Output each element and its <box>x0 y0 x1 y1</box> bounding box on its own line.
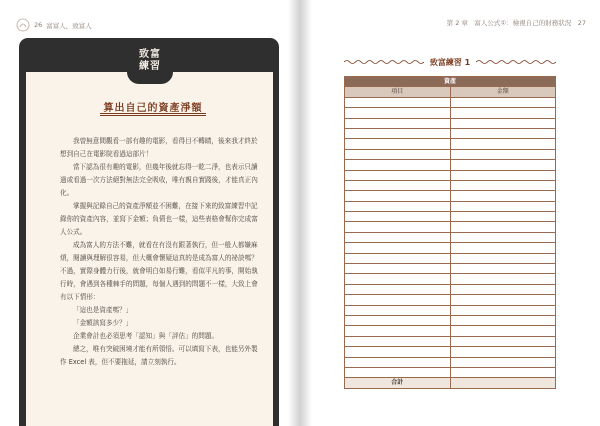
item-cell <box>345 367 451 377</box>
exercise-title: 致富練習 1 <box>429 57 471 67</box>
item-cell <box>345 108 451 118</box>
amount-cell <box>450 97 556 107</box>
table-row <box>345 118 556 128</box>
table-row <box>345 347 556 357</box>
item-cell <box>345 170 451 180</box>
amount-cell <box>450 201 556 211</box>
amount-cell <box>450 336 556 346</box>
total-label: 合計 <box>345 378 451 388</box>
amount-cell <box>450 295 556 305</box>
amount-cell <box>450 305 556 315</box>
table-row <box>345 191 556 201</box>
book-logo-icon <box>16 18 30 32</box>
table-row <box>345 97 556 107</box>
table-row <box>345 295 556 305</box>
table-row <box>345 128 556 138</box>
table-row <box>345 180 556 190</box>
table-row <box>345 160 556 170</box>
wave-ornament-left <box>344 59 424 65</box>
exercise-header <box>344 52 556 72</box>
item-cell <box>345 305 451 315</box>
paragraph: 當下認為很有趣的電影，但幾年後就忘得一乾二淨，也表示只讀過或看過一次方法絕對無法完全吸收，唯有親自實踐後，才能真正內化。 <box>60 163 258 197</box>
column-header-item: 項目 <box>345 87 451 97</box>
item-cell <box>345 326 451 336</box>
page-number-left: 26 <box>34 21 43 29</box>
amount-cell <box>450 180 556 190</box>
table-caption: 資產 <box>345 77 556 87</box>
item-cell <box>345 160 451 170</box>
left-running-head <box>16 18 92 32</box>
table-row <box>345 139 556 149</box>
item-cell <box>345 149 451 159</box>
item-cell <box>345 128 451 138</box>
amount-cell <box>450 118 556 128</box>
amount-cell <box>450 253 556 263</box>
amount-cell <box>450 315 556 325</box>
table-row <box>345 108 556 118</box>
amount-cell <box>450 326 556 336</box>
paragraph: 「金額該寫多少？」 <box>73 319 133 327</box>
title-underline <box>100 113 206 116</box>
item-cell <box>345 191 451 201</box>
table-row <box>345 264 556 274</box>
item-cell <box>345 315 451 325</box>
column-header-amount: 金額 <box>450 87 556 97</box>
exercise-tab-badge <box>127 42 173 84</box>
amount-cell <box>450 128 556 138</box>
item-cell <box>345 336 451 346</box>
paragraph: 「這也是資產嗎？」 <box>73 306 133 314</box>
table-row <box>345 284 556 294</box>
amount-cell <box>450 367 556 377</box>
amount-cell <box>450 139 556 149</box>
amount-cell <box>450 232 556 242</box>
table-row <box>345 315 556 325</box>
table-row <box>345 274 556 284</box>
item-cell <box>345 222 451 232</box>
amount-cell <box>450 357 556 367</box>
item-cell <box>345 97 451 107</box>
paragraph: 企業會計也必須思考「認知」與「評估」的問題。 <box>73 332 219 340</box>
table-row <box>345 243 556 253</box>
paragraph: 成為富人的方法不難，就看在有沒有跟著執行，但一般人都嫌麻煩，閱讀與理解很容易，但大概會懷疑這真的是成為富人的祕訣嗎？不過，實際身體力行後，就會明白如易行難，看似平凡的事，開始執行時，會遇到各種棘手的問題，每個人遇到的問題不一樣，大致上會有以下情形： <box>60 241 258 301</box>
table-row <box>345 305 556 315</box>
item-cell <box>345 180 451 190</box>
table-row <box>345 222 556 232</box>
total-amount-cell <box>450 378 556 388</box>
table-row <box>345 232 556 242</box>
paragraph: 我曾無意間觀看一部有趣的電影，看得目不轉睛，後來我才終於想到自己在電影院看過這部片！ <box>60 137 258 158</box>
item-cell <box>345 347 451 357</box>
item-cell <box>345 139 451 149</box>
item-cell <box>345 264 451 274</box>
amount-cell <box>450 149 556 159</box>
table-row <box>345 357 556 367</box>
item-cell <box>345 284 451 294</box>
amount-cell <box>450 212 556 222</box>
amount-cell <box>450 347 556 357</box>
item-cell <box>345 243 451 253</box>
running-head-left-text: 富富人，致富人 <box>46 21 92 30</box>
amount-cell <box>450 160 556 170</box>
wave-ornament-right <box>476 59 556 65</box>
paragraph: 掌握與記錄自己的資產淨額並不困難，在接下來的致富練習中記錄你的資產內容，並寫下金額；負債也一樣，這些表格會幫你完成富人公式。 <box>60 202 258 236</box>
item-cell <box>345 201 451 211</box>
table-row <box>345 253 556 263</box>
item-cell <box>345 274 451 284</box>
amount-cell <box>450 274 556 284</box>
amount-cell <box>450 222 556 232</box>
item-cell <box>345 212 451 222</box>
item-cell <box>345 253 451 263</box>
table-row <box>345 201 556 211</box>
amount-cell <box>450 264 556 274</box>
table-row <box>345 170 556 180</box>
amount-cell <box>450 170 556 180</box>
item-cell <box>345 357 451 367</box>
amount-cell <box>450 243 556 253</box>
table-row <box>345 336 556 346</box>
amount-cell <box>450 284 556 294</box>
table-row <box>345 367 556 377</box>
asset-table <box>344 76 556 389</box>
body-text <box>60 135 260 369</box>
tab-label-line1: 致富 <box>139 49 161 60</box>
item-cell <box>345 118 451 128</box>
lesson-title: 算出自己的資產淨額 <box>103 103 203 114</box>
right-running-head: 第 2 章 富人公式①：檢視自己的財務狀況 27 <box>446 19 586 27</box>
tab-label-line2: 練習 <box>139 61 161 72</box>
paragraph: 總之，唯有突破困境才能有所領悟。可以填寫下表，也能另外製作 Excel 表，但不要拖延，請立刻執行。 <box>60 345 258 366</box>
table-row <box>345 326 556 336</box>
total-row <box>345 378 556 388</box>
table-row <box>345 212 556 222</box>
amount-cell <box>450 108 556 118</box>
item-cell <box>345 232 451 242</box>
table-row <box>345 149 556 159</box>
amount-cell <box>450 191 556 201</box>
item-cell <box>345 295 451 305</box>
